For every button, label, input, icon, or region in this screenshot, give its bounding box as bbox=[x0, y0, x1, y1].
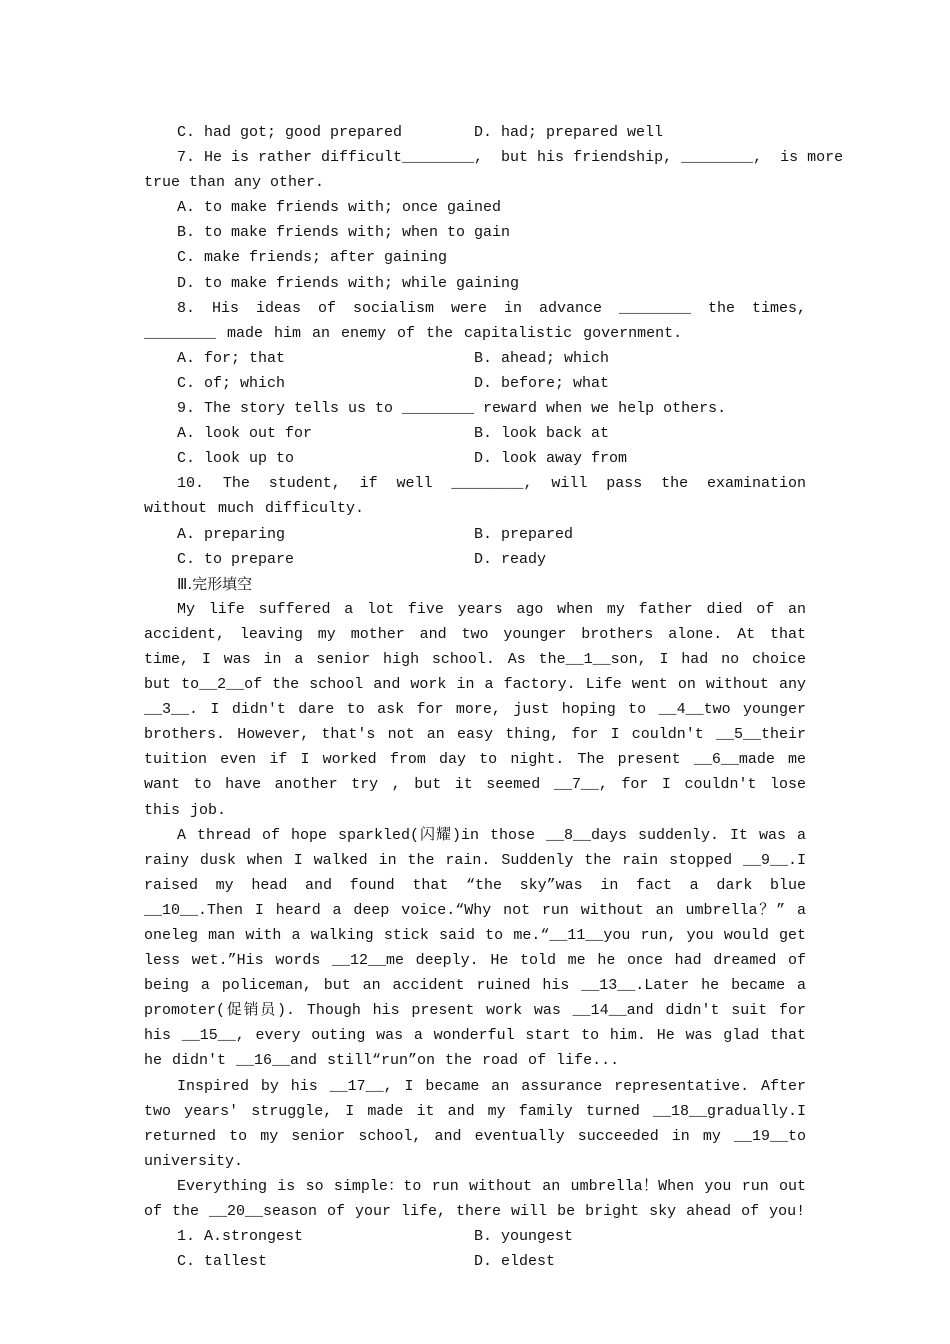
q10-options-cd bbox=[144, 547, 806, 572]
q7-stem-line2: true than any other. bbox=[144, 174, 325, 192]
cloze-q1-option-c: C. tallest bbox=[177, 1253, 268, 1271]
q7-option-c: C. make friends; after gaining bbox=[177, 249, 448, 267]
q7-option-b: B. to make friends with; when to gain bbox=[177, 224, 511, 242]
q6-options-cd bbox=[144, 120, 806, 145]
q6-option-d: D. had; prepared well bbox=[474, 124, 664, 141]
q8-option-c: C. of; which bbox=[177, 374, 286, 392]
q9-option-c: C. look up to bbox=[177, 450, 295, 468]
q10-options-ab bbox=[144, 522, 806, 547]
q10-option-b: B. prepared bbox=[474, 525, 574, 543]
cloze-q1-options-ab bbox=[144, 1224, 806, 1249]
cloze-q1-options-cd bbox=[144, 1249, 806, 1274]
cloze-paragraph-3: Inspired by his __17__, I became an assurance representative. After two years' struggle, I made it and my family turned __18__gradually.I returned to my senior school, and eventually succeeded in my __19__to university. bbox=[144, 1077, 806, 1170]
q7-stem-line1: 7. He is rather difficult________, but his friendship, ________, is more bbox=[177, 149, 844, 167]
q10-option-a: A. preparing bbox=[177, 525, 286, 543]
cloze-q1-option-a: 1. A.strongest bbox=[177, 1228, 304, 1246]
q10-option-c: C. to prepare bbox=[177, 550, 295, 568]
q10-stem: 10. The student, if well ________, will pass the examination without much difficulty. bbox=[144, 475, 806, 518]
cloze-paragraph-4: Everything is so simple：to run without an umbrella！When you run out of the __20__season of your life, there will be bright sky ahead of you! bbox=[144, 1177, 806, 1221]
q8-option-a: A. for; that bbox=[177, 349, 286, 367]
q8-options-ab bbox=[144, 346, 806, 371]
q7-option-a: A. to make friends with; once gained bbox=[177, 199, 502, 217]
q8-options-cd bbox=[144, 371, 806, 396]
exercise-page bbox=[144, 120, 844, 1274]
cloze-q1-option-b: B. youngest bbox=[474, 1228, 574, 1246]
cloze-q1-option-d: D. eldest bbox=[474, 1253, 556, 1271]
q9-options-cd bbox=[144, 446, 806, 471]
q6-option-c: C. had got; good prepared bbox=[177, 124, 403, 141]
q8-option-b: B. ahead; which bbox=[474, 349, 610, 367]
q9-stem: 9. The story tells us to ________ reward when we help others. bbox=[177, 400, 727, 418]
q7-option-d: D. to make friends with; while gaining bbox=[177, 274, 520, 292]
q9-option-d: D. look away from bbox=[474, 450, 628, 468]
q9-option-b: B. look back at bbox=[474, 425, 610, 443]
q10-option-d: D. ready bbox=[474, 550, 547, 568]
cloze-paragraph-2: A thread of hope sparkled(闪耀)in those __8__days suddenly. It was a rainy dusk when I walked in the rain. Suddenly the rain stopped __9__.I raised my head and found that “the sky”was in fact a dark blue __10__.Then I heard a deep voice.“Why not run without an umbrella？” a oneleg man with a walking stick said to me.“__11__you run, you would get less wet.”His words __12__me deeply. He told me he once had dreamed of being a policeman, but an accident ruined his __13__.Later he became a promoter(促销员). Though his present work was __14__and didn't suit for his __15__, every outing was a wonderful start to him. He was glad that he didn't __16__and still“run”on the road of life... bbox=[144, 826, 806, 1070]
section-heading: Ⅲ.完形填空 bbox=[177, 574, 253, 593]
q8-option-d: D. before; what bbox=[474, 374, 610, 392]
q9-option-a: A. look out for bbox=[177, 425, 313, 443]
q9-options-ab bbox=[144, 421, 806, 446]
q8-stem: 8. His ideas of socialism were in advance ________ the times, ________ made him an enemy of the capitalistic government. bbox=[144, 299, 806, 342]
cloze-paragraph-1: My life suffered a lot five years ago when my father died of an accident, leaving my mother and two younger brothers alone. At that time, I was in a senior high school. As the__1__son, I had no choice but to__2__of the school and work in a factory. Life went on without any __3__. I didn't dare to ask for more, just hoping to __4__two younger brothers. However, that's not an easy thing, for I couldn't __5__their tuition even if I worked from day to night. The present __6__made me want to have another try , but it seemed __7__, for I couldn't lose this job. bbox=[144, 600, 806, 819]
